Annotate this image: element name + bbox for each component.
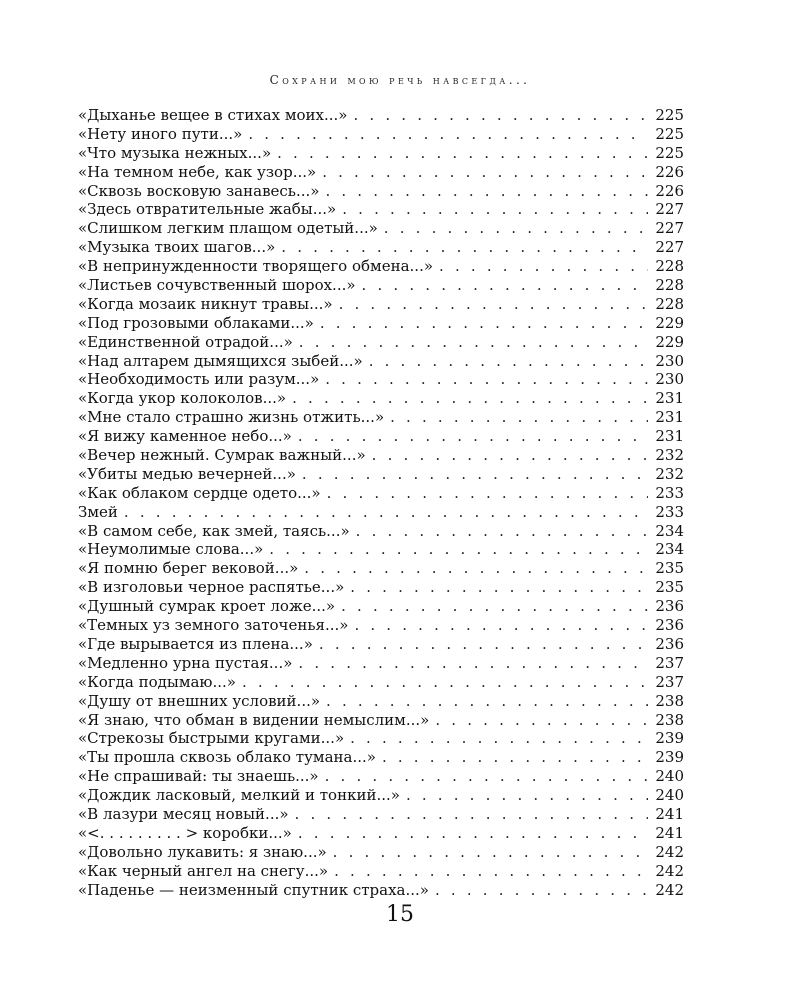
toc-dot-leader [350,729,648,748]
toc-dot-leader [277,144,648,163]
toc-entry-title: «Необходимость или разум...» [78,370,320,389]
toc-entry [78,446,684,465]
toc-entry [78,767,684,786]
toc-dot-leader [439,257,648,276]
toc-entry-page: 225 [655,143,684,162]
toc-entry-title: «Когда мозаик никнут травы...» [78,294,333,313]
toc-entry-title: «Не спрашивай: ты знаешь...» [78,767,319,786]
toc-entry [78,881,684,900]
toc-entry [78,182,684,201]
toc-entry [78,106,684,125]
toc-entry-page: 227 [655,200,684,219]
toc-dot-leader [326,692,648,711]
toc-entry-page: 229 [655,332,684,351]
toc-entry [78,219,684,238]
toc-entry [78,654,684,673]
toc-entry-page: 242 [655,880,684,899]
toc-dot-leader [382,748,648,767]
toc-dot-leader [295,805,648,824]
toc-entry-title: «Нету иного пути...» [78,124,243,143]
toc-entry-title: «В непринужденности творящего обмена...» [78,257,434,276]
toc-dot-leader [248,125,648,144]
toc-entry [78,389,684,408]
toc-entry [78,616,684,635]
toc-entry-page: 242 [655,842,684,861]
toc-entry [78,711,684,730]
toc-entry [78,276,684,295]
toc-entry [78,824,684,843]
toc-entry-title: «Темных уз земного заточенья...» [78,616,349,635]
toc-dot-leader [435,711,648,730]
toc-dot-leader [390,408,648,427]
toc-dot-leader [356,522,648,541]
running-header: Сохрани мою речь навсегда... [269,73,531,87]
toc-entry-page: 229 [655,313,684,332]
toc-entry-title: «Под грозовыми облаками...» [78,313,314,332]
toc-dot-leader [325,370,648,389]
toc-dot-leader [342,200,648,219]
toc-entry-title: «В изголовьи черное распятье...» [78,578,345,597]
toc-entry-page: 240 [655,786,684,805]
toc-entry-title: Змей [78,502,118,521]
toc-entry-title: «Здесь отвратительные жабы...» [78,200,337,219]
toc-entry-page: 242 [655,861,684,880]
toc-dot-leader [333,843,648,862]
toc-entry [78,559,684,578]
toc-entry [78,125,684,144]
toc-entry-page: 233 [655,483,684,502]
toc-dot-leader [354,616,648,635]
toc-entry [78,692,684,711]
toc-dot-leader [299,333,648,352]
toc-entry [78,427,684,446]
toc-entry-page: 235 [655,559,684,578]
toc-dot-leader [384,219,648,238]
toc-entry-page: 226 [655,181,684,200]
toc-entry-title: «Вечер нежный. Сумрак важный...» [78,446,366,465]
toc-entry-title: «В самом себе, как змей, таясь...» [78,521,350,540]
toc-entry [78,295,684,314]
toc-entry-title: «В лазури месяц новый...» [78,804,289,823]
toc-entry-title: «Сквозь восковую занавесь...» [78,181,320,200]
toc-entry [78,370,684,389]
toc-dot-leader [242,673,648,692]
toc-dot-leader [304,559,648,578]
toc-dot-leader [334,862,648,881]
toc-entry [78,578,684,597]
toc-entry-page: 239 [655,748,684,767]
toc-dot-leader [322,163,648,182]
toc-entry [78,862,684,881]
toc-dot-leader [124,503,648,522]
toc-entry [78,333,684,352]
toc-entry-page: 238 [655,710,684,729]
toc-entry [78,540,684,559]
toc-entry-title: «Где вырывается из плена...» [78,634,313,653]
toc-entry-title: «Душу от внешних условий...» [78,691,321,710]
toc-entry-page: 226 [655,162,684,181]
table-of-contents [78,106,684,899]
toc-entry-title: «Ты прошла сквозь облако тумана...» [78,748,376,767]
toc-entry [78,805,684,824]
toc-entry-title: «Когда укор колоколов...» [78,389,287,408]
toc-entry [78,484,684,503]
toc-entry-title: «Дыханье вещее в стихах моих...» [78,106,348,124]
toc-entry-page: 228 [655,276,684,295]
toc-dot-leader [435,881,648,900]
toc-entry-title: «Что музыка нежных...» [78,143,272,162]
toc-entry-page: 236 [655,616,684,635]
toc-entry-page: 225 [655,106,684,124]
toc-dot-leader [372,446,648,465]
toc-entry [78,522,684,541]
toc-entry [78,843,684,862]
toc-entry-page: 227 [655,219,684,238]
toc-dot-leader [281,238,648,257]
toc-dot-leader [325,767,648,786]
toc-entry-page: 230 [655,351,684,370]
toc-entry-page: 232 [655,446,684,465]
toc-dot-leader [269,540,648,559]
toc-entry [78,144,684,163]
toc-entry-title: «Слишком легким плащом одетый...» [78,219,378,238]
toc-entry-page: 225 [655,124,684,143]
toc-entry [78,786,684,805]
toc-entry-title: «Над алтарем дымящихся зыбей...» [78,351,363,370]
toc-entry-page: 231 [655,389,684,408]
toc-entry [78,729,684,748]
toc-dot-leader [320,314,648,333]
toc-entry-title: «Как черный ангел на снегу...» [78,861,329,880]
toc-entry-page: 228 [655,257,684,276]
toc-dot-leader [341,597,648,616]
toc-dot-leader [325,182,648,201]
toc-entry-title: «Неумолимые слова...» [78,540,264,559]
toc-entry-page: 228 [655,294,684,313]
toc-entry-page: 230 [655,370,684,389]
toc-entry-title: «Паденье — неизменный спутник страха...» [78,880,429,899]
toc-entry [78,257,684,276]
toc-entry [78,352,684,371]
toc-entry [78,314,684,333]
toc-dot-leader [406,786,648,805]
toc-entry-title: «Медленно урна пустая...» [78,653,293,672]
toc-dot-leader [327,484,648,503]
toc-entry-title: «Убиты медью вечерней...» [78,464,296,483]
toc-entry-page: 231 [655,427,684,446]
toc-entry-title: «На темном небе, как узор...» [78,162,317,181]
toc-entry-page: 235 [655,578,684,597]
toc-entry-page: 236 [655,597,684,616]
toc-entry-page: 234 [655,521,684,540]
toc-entry [78,163,684,182]
toc-entry-title: «Как облаком сердце одето...» [78,483,321,502]
toc-entry-title: «Я помню берег вековой...» [78,559,299,578]
toc-entry-page: 233 [655,502,684,521]
toc-entry-title: «Музыка твоих шагов...» [78,238,276,257]
toc-entry-title: «Мне стало страшно жизнь отжить...» [78,408,385,427]
toc-entry-page: 238 [655,691,684,710]
toc-entry [78,748,684,767]
toc-entry-page: 232 [655,464,684,483]
toc-entry-title: «Я знаю, что обман в видении немыслим...» [78,710,430,729]
toc-entry-title: «<. . . . . . . . . > коробки...» [78,823,292,842]
toc-entry [78,597,684,616]
toc-entry-title: «Листьев сочувственный шорох...» [78,276,356,295]
toc-dot-leader [319,635,648,654]
toc-dot-leader [339,295,648,314]
toc-entry-page: 237 [655,672,684,691]
toc-entry-page: 234 [655,540,684,559]
page-number: 15 [386,902,414,927]
toc-dot-leader [369,352,648,371]
toc-dot-leader [362,276,648,295]
toc-entry-title: «Единственной отрадой...» [78,332,293,351]
toc-entry-page: 240 [655,767,684,786]
toc-entry [78,200,684,219]
toc-entry-page: 231 [655,408,684,427]
toc-dot-leader [292,389,648,408]
toc-entry-title: «Когда подымаю...» [78,672,236,691]
toc-entry-page: 239 [655,729,684,748]
toc-entry-title: «Довольно лукавить: я знаю...» [78,842,327,861]
toc-entry-title: «Душный сумрак кроет ложе...» [78,597,336,616]
toc-entry [78,673,684,692]
toc-entry-page: 236 [655,634,684,653]
toc-entry-page: 237 [655,653,684,672]
toc-entry [78,465,684,484]
toc-entry [78,238,684,257]
toc-dot-leader [302,465,648,484]
toc-entry [78,503,684,522]
toc-entry-page: 241 [655,804,684,823]
toc-entry [78,408,684,427]
toc-dot-leader [298,824,648,843]
toc-entry-title: «Дождик ласковый, мелкий и тонкий...» [78,786,400,805]
toc-dot-leader [354,106,649,125]
toc-dot-leader [350,578,648,597]
toc-entry-title: «Я вижу каменное небо...» [78,427,292,446]
toc-entry [78,635,684,654]
toc-dot-leader [298,427,648,446]
toc-entry-page: 241 [655,823,684,842]
toc-dot-leader [298,654,648,673]
toc-entry-title: «Стрекозы быстрыми кругами...» [78,729,345,748]
toc-entry-page: 227 [655,238,684,257]
